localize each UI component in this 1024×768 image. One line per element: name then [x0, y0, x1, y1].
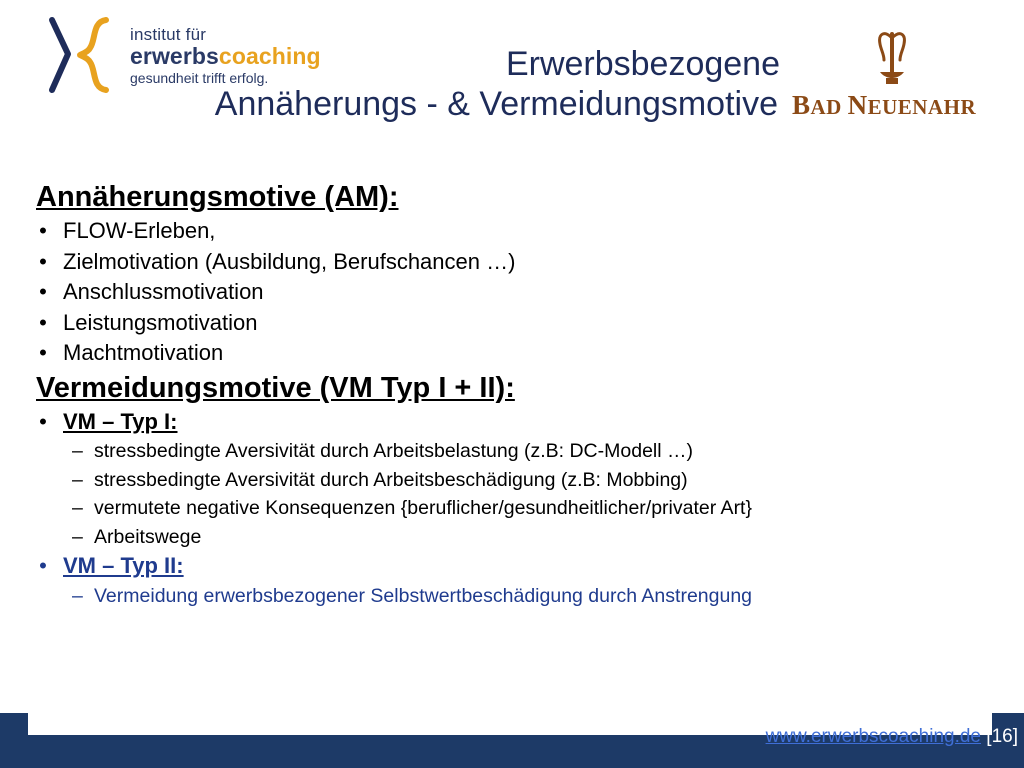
page-number: [16] [986, 726, 1018, 747]
vm-heading: Vermeidungsmotive (VM Typ I + II): [36, 371, 515, 404]
dash: – [72, 525, 83, 548]
sub-list-item [63, 494, 996, 523]
vm-typ2-label: VM – Typ II: [63, 553, 184, 578]
bullet: • [39, 218, 47, 243]
list-item [36, 338, 996, 369]
vm-typ1-item [36, 407, 996, 552]
list-item-text: Zielmotivation (Ausbildung, Berufschancen …) [63, 248, 516, 274]
dash: – [72, 584, 83, 607]
dash: – [72, 440, 83, 462]
sub-list-item-text: stressbedingte Aversivität durch Arbeitsbeschädigung (z.B: Mobbing) [94, 468, 688, 491]
title-line-2: Annäherungs - & Vermeidungsmotive [214, 85, 778, 123]
brand-n: N [847, 90, 868, 120]
logo-line-2b: coaching [218, 43, 321, 69]
list-item [36, 247, 996, 278]
bullet: • [39, 309, 47, 335]
sub-list-item [63, 582, 996, 611]
sub-list-item [63, 437, 996, 466]
sub-list-item [63, 466, 996, 495]
list-item [36, 216, 996, 247]
vm-list [36, 407, 996, 611]
website-link[interactable]: www.erwerbscoaching.de [765, 726, 982, 747]
sub-list-item-text: stressbedingte Aversivität durch Arbeitsbelastung (z.B: DC-Modell …) [94, 440, 693, 462]
am-list [36, 216, 996, 369]
brand-euenahr: EUENAHR [867, 95, 977, 119]
list-item-text: Machtmotivation [63, 340, 224, 365]
list-item [36, 308, 996, 339]
bullet: • [39, 340, 47, 365]
am-heading: Annäherungsmotive (AM): [36, 181, 399, 213]
logo-tagline: gesundheit trifft erfolg. [130, 70, 269, 86]
vm-typ2-sublist [63, 582, 996, 611]
brand-b: B [792, 90, 811, 120]
list-item-text: Leistungsmotivation [63, 309, 258, 335]
bullet: • [39, 248, 47, 274]
vm-typ1-sublist [63, 437, 996, 551]
sub-list-item-text: Arbeitswege [94, 525, 202, 548]
bullet: • [39, 553, 47, 578]
slide-body [36, 178, 996, 610]
bad-neuenahr-logo [792, 26, 1002, 126]
vm-typ2-item [36, 551, 996, 610]
title-line-1: Erwerbsbezogene [505, 45, 780, 83]
sub-list-item [63, 523, 996, 552]
dash: – [72, 497, 83, 519]
sub-list-item-text: Vermeidung erwerbsbezogener Selbstwertbeschädigung durch Anstrengung [94, 584, 753, 607]
logo-line-1: institut für [130, 25, 207, 44]
dash: – [72, 468, 83, 491]
vm-typ1-label: VM – Typ I: [63, 408, 178, 434]
brand-wordmark [792, 90, 1002, 121]
brand-ad: AD [810, 95, 848, 119]
list-item-text: Anschlussmotivation [63, 279, 264, 304]
list-item-text: FLOW-Erleben, [63, 218, 216, 243]
bullet: • [39, 279, 47, 304]
list-item [36, 277, 996, 308]
slide-title [100, 44, 780, 124]
sub-list-item-text: vermutete negative Konsequenzen {beruflicher/gesundheitlicher/privater Art} [94, 497, 752, 519]
fountain-icon [874, 26, 910, 86]
bullet: • [39, 408, 47, 434]
logo-line-2a: erwerbs [130, 43, 219, 69]
footer [766, 724, 1018, 750]
